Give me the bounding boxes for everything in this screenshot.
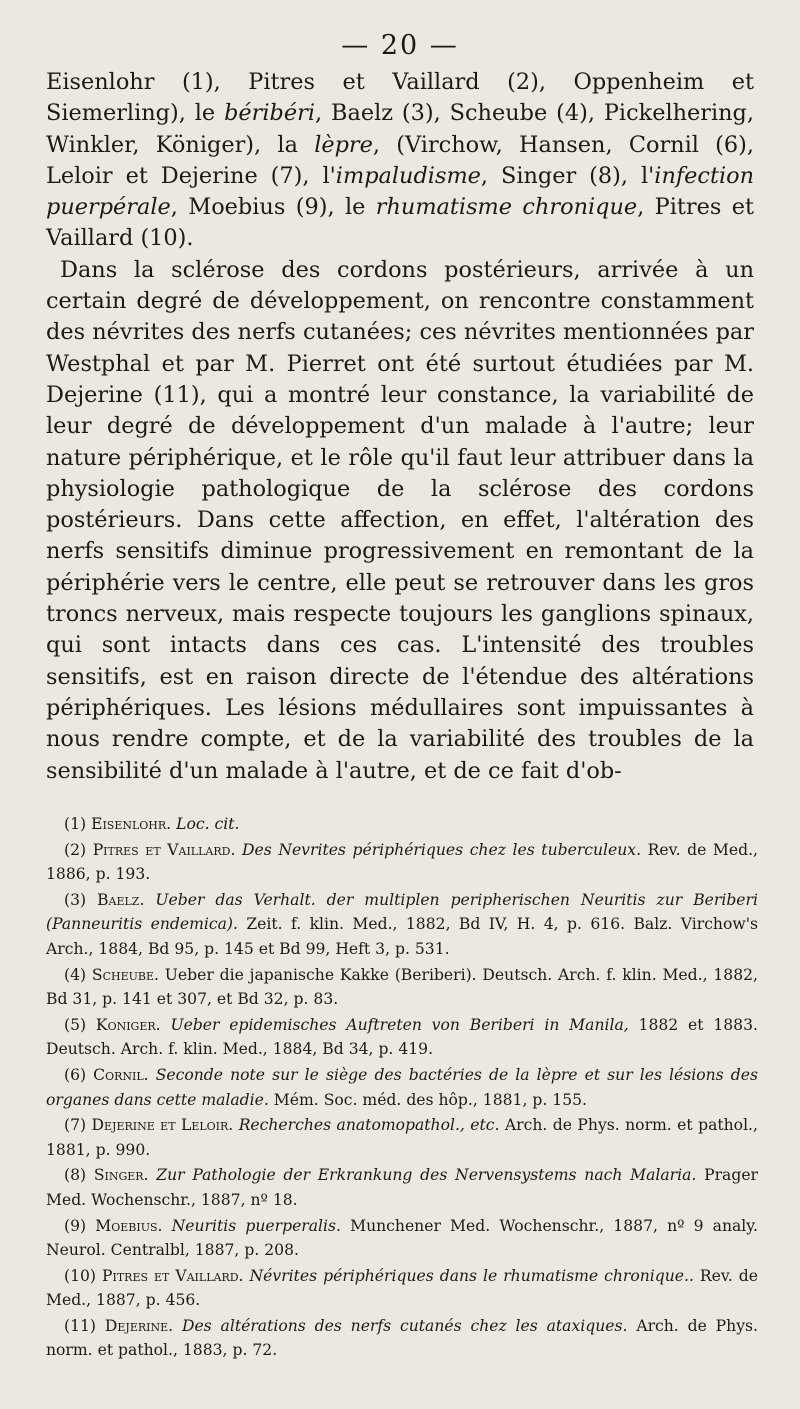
text-run: , Pitres et Vaillard (10). [46,194,754,252]
footnote-author: Dejerine et Leloir. [91,1116,234,1135]
footnote-author: Pitres et Vaillard. [102,1266,244,1285]
footnote-number: (10) [64,1266,97,1285]
text-run: , Moebius (9), le [170,194,376,221]
text-run: , Baelz (3), Scheube (4), Pickelhering, Winkler, Königer), la [46,100,755,158]
footnote [46,1063,758,1112]
footnote-number: (6) [64,1065,87,1084]
footnote-source: Zeit. f. klin. Med., 1882, Bd IV, H. 4, p. 616. Balz. Virchow's Arch., 1884, Bd 95, p. 145 et Bd 99, Heft 3, p. 531. [46,915,758,958]
footnote-title: Seconde note sur le siège des bactéries de la lèpre et sur les lésions des organes dans cette maladie. [46,1065,758,1109]
disease-term: béribéri [224,100,315,127]
footnote [46,1013,758,1062]
footnote-source: Arch. de Phys. norm. et pathol., 1883, p. 72. [46,1316,758,1360]
footnote [46,1314,758,1363]
disease-term: lèpre [314,131,373,158]
footnote-number: (4) [64,965,87,984]
footnote-title: Loc. cit. [176,815,240,833]
paragraph: Dans la sclérose des cordons postérieurs, arrivée à un certain degré de développement, on rencontre constamment des névrites des nerfs cutanées; ces névrites mentionnées par Westphal et par M. Pierret ont été surtout étudiées par M. Dejerine (11), qui a montré leur constance, la variabilité de leur degré de développement d'un malade à l'autre; leur nature périphérique, et le rôle qu'il faut leur attribuer dans la physiologie pathologique de la sclérose des cordons postérieurs. Dans cette affection, en effet, l'altération des nerfs sensitifs diminue progressivement en remontant de la périphérie vers le centre, elle peut se retrouver dans les gros troncs nerveux, mais respecte toujours les ganglions spinaux, qui sont intacts dans ces cas. L'intensité des troubles sensitifs, est en raison directe de l'étendue des altérations périphériques. Les lésions médullaires sont impuissantes à nous rendre compte, et de la variabilité des troubles de la sensibilité d'un malade à l'autre, et de ce fait d'ob- [46,256,754,784]
page-number: — 20 — [341,30,459,61]
footnote [46,838,758,887]
footnote-source: Ueber die japanische Kakke (Beriberi). Deutsch. Arch. f. klin. Med., 1882, Bd 31, p. 141 et 307, et Bd 32, p. 83. [46,965,758,1009]
footnote [46,1163,758,1212]
footnote-title: Des Nevrites périphériques chez les tuberculeux. [242,840,642,859]
footnote-author: Singer. [93,1166,149,1185]
footnote-number: (2) [64,840,87,859]
footnotes [46,812,758,1364]
footnote-title: Ueber epidemisches Auftreten von Beriberi in Manila, [170,1015,629,1034]
footnote [46,1214,758,1263]
footnote-source: Rev. de Med., 1887, p. 456. [46,1266,758,1310]
footnote-number: (7) [64,1116,87,1135]
disease-term: infection puerpérale [46,162,755,221]
footnote-title: Névrites périphériques dans le rhumatisme chronique.. [249,1266,694,1285]
footnote-author: Moebius. [95,1216,163,1235]
disease-term: impaludisme [335,162,481,189]
footnote-author: Pitres et Vaillard. [92,840,236,859]
text-run: , Singer (8), l' [480,162,655,189]
text-run: , (Virchow, Hansen, Cornil (6), Leloir et Dejerine (7), l' [46,131,754,189]
footnote-author: Koniger. [95,1015,161,1034]
text-run: Eisenlohr (1), Pitres et Vaillard (2), Oppenheim et Siemerling), le [46,69,754,127]
footnote-title: Ueber das Verhalt. der multiplen peripherischen Neuritis zur Beriberi (Panneuritis endemica). [46,890,758,934]
footnote-title: Neuritis puerperalis. [171,1216,341,1235]
footnote-author: Baelz. [97,890,145,909]
footnote-title: Des altérations des nerfs cutanés chez les ataxiques. [181,1316,628,1335]
footnote-number: (1) [64,815,87,833]
footnote [46,888,758,962]
footnote-title: Recherches anatomopathol., etc. [238,1116,500,1135]
footnote-source: Prager Med. Wochenschr., 1887, nº 18. [46,1166,759,1209]
footnote [46,1113,758,1162]
footnote-number: (11) [64,1316,97,1335]
footnote-author: Dejerine. [104,1316,174,1335]
footnote [46,963,758,1012]
footnote-author: Eisenlohr. [91,815,172,833]
footnote-source: Arch. de Phys. norm. et pathol., 1881, p. 990. [46,1116,758,1159]
footnote-source: Mém. Soc. méd. des hôp., 1881, p. 155. [268,1090,587,1109]
footnote-number: (8) [64,1166,87,1185]
footnote-source: Munchener Med. Wochenschr., 1887, nº 9 analy. Neurol. Centralbl, 1887, p. 208. [46,1216,758,1260]
footnote-author: Scheube. [91,965,159,984]
footnote-number: (3) [64,890,87,909]
disease-term: rhumatisme chronique [375,194,638,221]
footnote [46,1264,758,1313]
footnote-author: Cornil. [93,1065,149,1084]
footnote [46,812,758,837]
footnote-number: (5) [64,1015,87,1034]
footnote-number: (9) [64,1216,87,1235]
footnote-source: 1882 et 1883. Deutsch. Arch. f. klin. Med., 1884, Bd 34, p. 419. [46,1015,758,1059]
footnote-title: Zur Pathologie der Erkrankung des Nervensystems nach Malaria. [156,1166,697,1185]
paragraph-continuation [46,67,754,255]
footnote-source: Rev. de Med., 1886, p. 193. [46,840,758,884]
main-text [46,67,754,787]
